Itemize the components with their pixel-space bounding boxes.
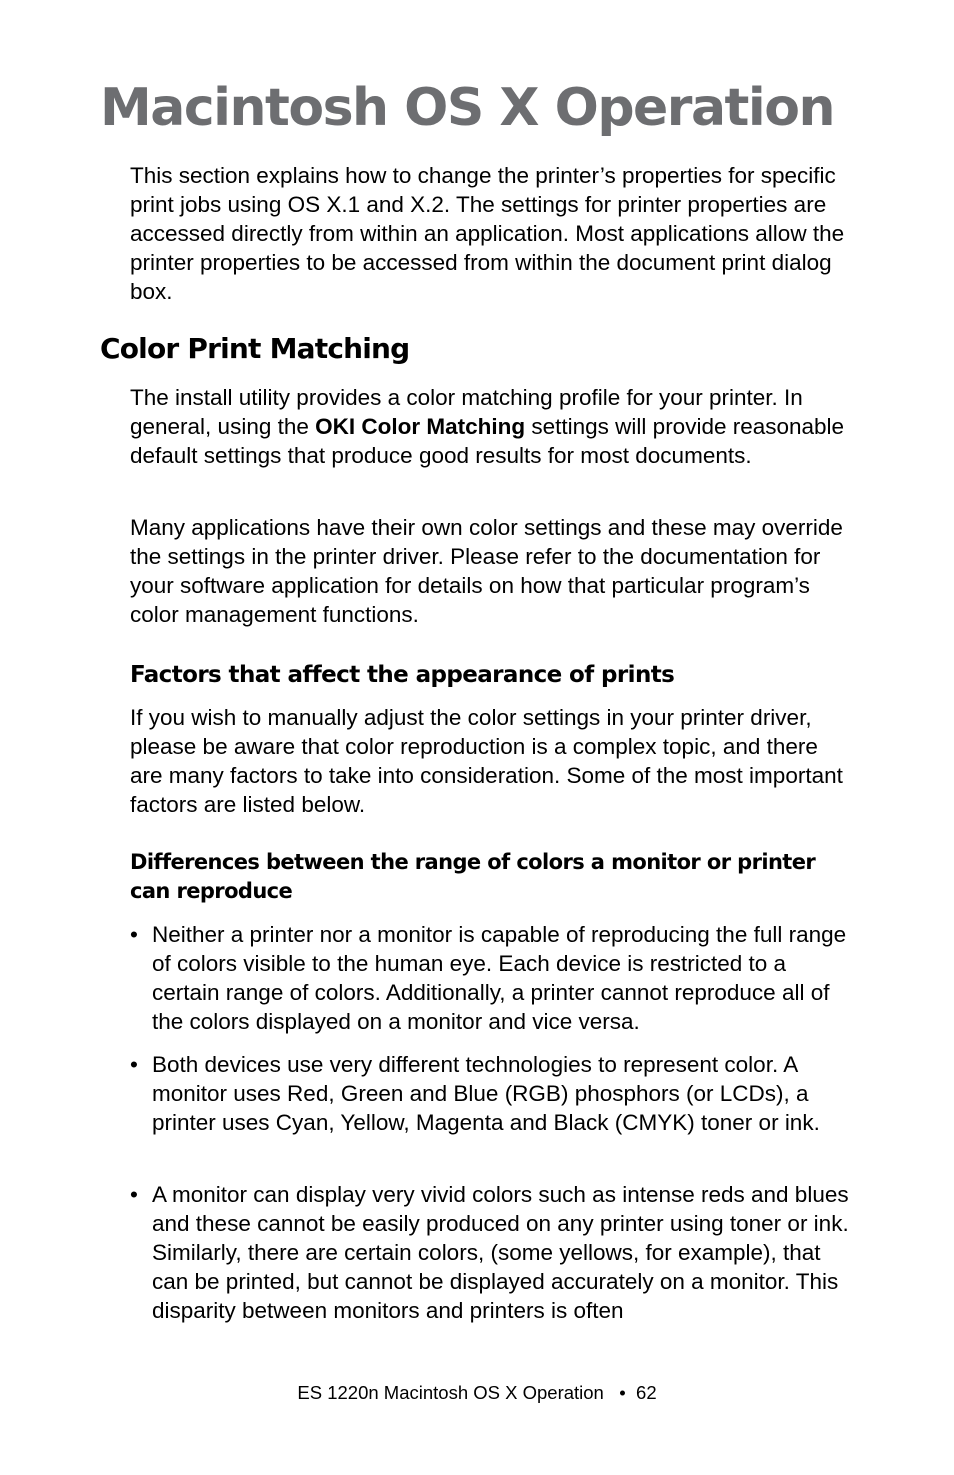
list-item (130, 920, 854, 1036)
factors-paragraph: If you wish to manually adjust the color settings in your printer driver, please be aware that color reproduction is a complex topic, and there are many factors to take into consideration. Some of the most important factors are listed below. (130, 705, 843, 817)
list-item-text: Neither a printer nor a monitor is capable of reproducing the full range of colors visible to the human eye. Each device is restricted to a certain range of colors. Additionally, a printer cannot reproduce all of the colors displayed on a monitor and vice versa. (152, 922, 847, 1034)
color-matching-paragraph (130, 383, 854, 470)
intro-paragraph: This section explains how to change the printer’s properties for specific print jobs using OS X.1 and X.2. The settings for printer properties are accessed directly from within an application. Most applications allow the printer properties to be accessed from within the document print dialog box. (130, 163, 845, 304)
color-matching-text-after: settings will provide reasonable default settings that produce good results for most documents. (130, 414, 845, 468)
list-item (130, 1050, 854, 1137)
bullet-icon: • (130, 1182, 138, 1207)
factors-heading: Factors that affect the appearance of prints (130, 662, 675, 688)
differences-heading: Differences between the range of colors a monitor or printer can reproduce (130, 850, 816, 903)
application-settings-paragraph: Many applications have their own color settings and these may override the settings in the printer driver. Please refer to the documentation for your software application for details on how that particular program’s color management functions. (130, 515, 843, 627)
footer-document-name: ES 1220n Macintosh OS X Operation (297, 1382, 604, 1403)
bullet-icon: • (130, 1052, 138, 1077)
bullet-icon: • (130, 922, 138, 947)
list-item-text: A monitor can display very vivid colors such as intense reds and blues and these cannot be easily produced on any printer using toner or ink. Similarly, there are certain colors, (some yellows, for example), that can be printed, but cannot be displayed accurately on a monitor. This disparity between monitors and printers is often (152, 1182, 849, 1323)
color-matching-text-before: The install utility provides a color matching profile for your printer. In general, using the (130, 385, 803, 439)
page-number: 62 (636, 1382, 657, 1403)
list-item (130, 1180, 854, 1325)
page-footer (0, 1381, 954, 1405)
footer-separator: • (619, 1382, 626, 1403)
page-title: Macintosh OS X Operation (100, 78, 834, 138)
color-print-matching-heading: Color Print Matching (100, 332, 410, 365)
list-item-text: Both devices use very different technologies to represent color. A monitor uses Red, Green and Blue (RGB) phosphors (or LCDs), a printer uses Cyan, Yellow, Magenta and Black (CMYK) toner or ink. (152, 1052, 820, 1135)
oki-color-matching-term: OKI Color Matching (315, 414, 526, 439)
